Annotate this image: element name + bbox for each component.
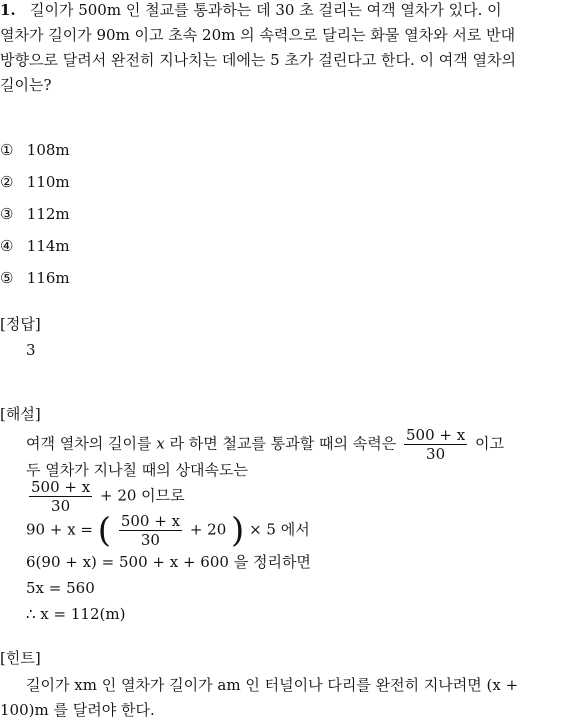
choice-5[interactable]: [0, 268, 70, 288]
fraction-denominator: 30: [51, 497, 71, 515]
explanation-label: [해설]: [0, 405, 41, 423]
fraction-numerator: 500 + x: [405, 426, 466, 444]
exp-l3-post: + 20 이므로: [99, 486, 185, 505]
explanation-line-7: ∴ x = 112(m): [26, 605, 126, 623]
choice-1-text: 108m: [26, 141, 70, 159]
choice-2-text: 110m: [26, 173, 70, 191]
choice-5-mark: ⑤: [0, 269, 14, 287]
choice-3[interactable]: [0, 204, 70, 224]
explanation-line-6: 5x = 560: [26, 579, 95, 597]
choice-4-mark: ④: [0, 237, 14, 255]
choice-5-text: 116m: [26, 269, 70, 287]
question-number: 1.: [0, 1, 16, 19]
exp-l4-inner: + 20: [189, 520, 227, 539]
exp-l1-pre: 여객 열차의 길이를: [26, 434, 152, 453]
exp-l1-post: 이고: [474, 434, 504, 453]
answer-label: [정답]: [0, 315, 41, 333]
exp-l1-mid: 라 하면 철교를 통과할 때의 속력은: [169, 434, 397, 453]
left-paren: (: [97, 510, 112, 551]
question-line-2: 열차가 길이가 90m 이고 초속 20m 의 속력으로 달리는 화물 열차와 서로 반대: [0, 26, 516, 44]
hint-line-2: 100)m 를 달려야 한다.: [0, 701, 155, 719]
choice-3-text: 112m: [26, 205, 70, 223]
fraction-denominator: 30: [140, 531, 160, 549]
fraction-speed: [404, 426, 467, 463]
explanation-line-3: [26, 478, 185, 515]
choice-2[interactable]: [0, 172, 70, 192]
explanation-line-1: [26, 426, 504, 463]
question-line-4: 길이는?: [0, 76, 52, 94]
fraction-speed-3: [119, 512, 182, 549]
hint-label: [힌트]: [0, 649, 41, 667]
exp-l4-pre: 90 + x =: [26, 520, 93, 539]
explanation-line-2: 두 열차가 지나칠 때의 상대속도는: [26, 461, 248, 479]
choice-1-mark: ①: [0, 141, 14, 159]
explanation-line-5: 6(90 + x) = 500 + x + 600 을 정리하면: [26, 553, 311, 571]
choice-4[interactable]: [0, 236, 70, 256]
fraction-numerator: 500 + x: [31, 478, 91, 496]
exp-l1-var: x: [156, 434, 165, 453]
question-line-1: [0, 0, 502, 20]
right-paren: ): [231, 510, 245, 551]
choice-4-text: 114m: [26, 237, 70, 255]
fraction-numerator: 500 + x: [120, 512, 181, 530]
choice-1[interactable]: [0, 140, 70, 160]
hint-line-1: 길이가 xm 인 열차가 길이가 am 인 터널이나 다리를 완전히 지나려면 (x +: [26, 676, 519, 694]
choice-3-mark: ③: [0, 205, 14, 223]
choice-2-mark: ②: [0, 173, 14, 191]
fraction-speed-2: [29, 478, 92, 515]
fraction-denominator: 30: [426, 445, 446, 463]
answer-value: 3: [26, 341, 36, 359]
question-text-1: 길이가 500m 인 철교를 통과하는 데 30 초 걸리는 여객 열차가 있다. 이: [29, 1, 502, 19]
explanation-line-4: [26, 512, 310, 549]
exp-l4-post: × 5 에서: [249, 520, 310, 539]
question-line-3: 방향으로 달려서 완전히 지나치는 데에는 5 초가 걸린다고 한다. 이 여객 열차의: [0, 51, 516, 69]
